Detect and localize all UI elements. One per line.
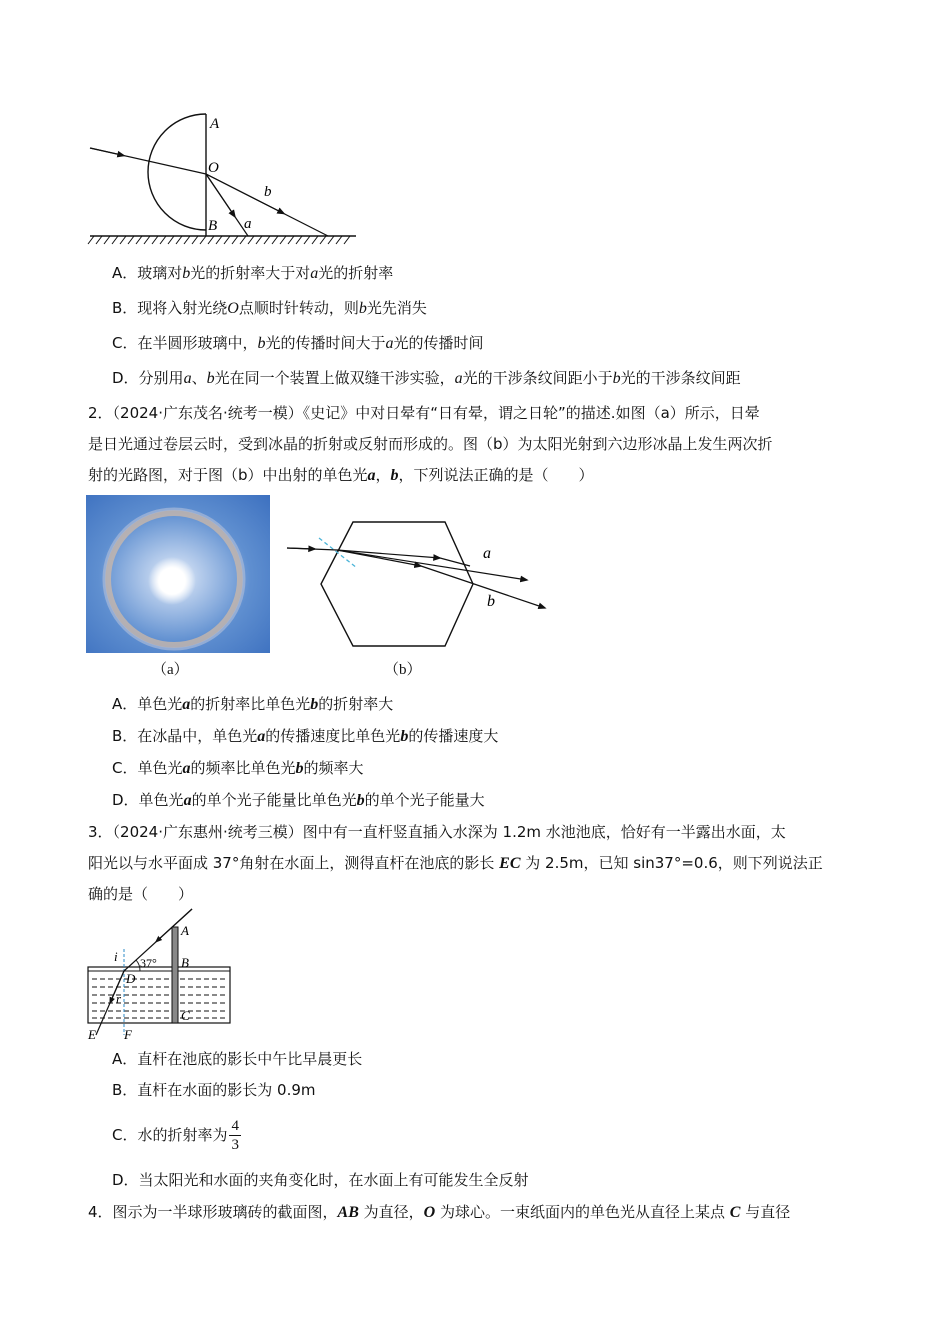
label-r: r xyxy=(116,991,122,1006)
label-E: E xyxy=(88,1027,96,1042)
label-37deg: 37° xyxy=(140,956,157,970)
q3-option-c[interactable]: C．水的折射率为 $\frac{4}{3}$ xyxy=(112,1118,239,1153)
label-F: F xyxy=(124,1027,132,1042)
label-O: O xyxy=(208,160,219,176)
caption-a: （a） xyxy=(152,662,189,678)
q2-stem-line-2: 是日光通过卷层云时，受到冰晶的折射或反射而形成的。图（b）为太阳光射到六边形冰晶上发生两次折 xyxy=(88,435,773,453)
label-i: i xyxy=(114,949,118,964)
label-a: a xyxy=(244,216,252,232)
q2-stem-line-3: 射的光路图，对于图（b）中出射的单色光a，b，下列说法正确的是（ ） xyxy=(88,466,594,484)
q1-option-c[interactable]: C．在半圆形玻璃中，b光的传播时间大于a光的传播时间 xyxy=(112,334,484,352)
q2-option-d[interactable]: D．单色光a的单个光子能量比单色光b的单个光子能量大 xyxy=(112,791,485,809)
q4-stem-line-1: 4．图示为一半球形玻璃砖的截面图，AB 为直径，O 为球心。一束纸面内的单色光从直径上某点 C 与直径 xyxy=(88,1203,791,1221)
ray-b-label: b xyxy=(487,593,495,610)
q3-stem-line-1: 3．（2024·广东惠州·统考三模）图中有一直杆竖直插入水深为 1.2m 水池池底，恰好有一半露出水面，太 xyxy=(88,823,786,841)
fraction-four-thirds: $\frac{4}{3}$ xyxy=(231,1118,239,1153)
q3-stem-line-3: 确的是（ ） xyxy=(88,885,194,903)
label-C: C xyxy=(181,1008,190,1023)
label-A: A xyxy=(210,116,220,132)
q1-option-b[interactable]: B．现将入射光绕O点顺时针转动，则b光先消失 xyxy=(112,299,427,317)
caption-b: （b） xyxy=(384,662,422,678)
label-D: D xyxy=(126,971,136,986)
label-b: b xyxy=(264,184,272,200)
label-B: B xyxy=(181,955,189,970)
hexagon-ice-crystal-figure xyxy=(285,518,555,658)
q2-option-a[interactable]: A．单色光a的折射率比单色光b的折射率大 xyxy=(112,695,394,713)
sun-halo-photo xyxy=(86,495,270,653)
q2-option-c[interactable]: C．单色光a的频率比单色光b的频率大 xyxy=(112,759,364,777)
q1-option-d[interactable]: D．分别用a、b光在同一个装置上做双缝干涉实验，a光的干涉条纹间距小于b光的干涉条纹间距 xyxy=(112,369,741,387)
q2-option-b[interactable]: B．在冰晶中，单色光a的传播速度比单色光b的传播速度大 xyxy=(112,727,499,745)
label-B: B xyxy=(208,218,218,234)
q3-stem-line-2: 阳光以与水平面成 37°角射在水面上，测得直杆在池底的影长 EC 为 2.5m，已知 sin37°=0.6，则下列说法正 xyxy=(88,854,823,872)
q3-option-b[interactable]: B．直杆在水面的影长为 0.9m xyxy=(112,1081,316,1099)
semicircle-refraction-figure xyxy=(88,112,368,242)
label-A: A xyxy=(181,923,189,938)
q2-stem-line-1: 2．（2024·广东茂名·统考一模）《史记》中对日晕有“日有晕，谓之日轮”的描述.如图（a）所示，日晕 xyxy=(88,404,760,422)
pool-pole-figure xyxy=(86,905,246,1040)
q3-option-a[interactable]: A．直杆在池底的影长中午比早晨更长 xyxy=(112,1050,363,1068)
q3-option-d[interactable]: D．当太阳光和水面的夹角变化时，在水面上有可能发生全反射 xyxy=(112,1171,529,1189)
ray-a-label: a xyxy=(483,545,491,562)
q1-option-a[interactable]: A．玻璃对b光的折射率大于对a光的折射率 xyxy=(112,264,394,282)
